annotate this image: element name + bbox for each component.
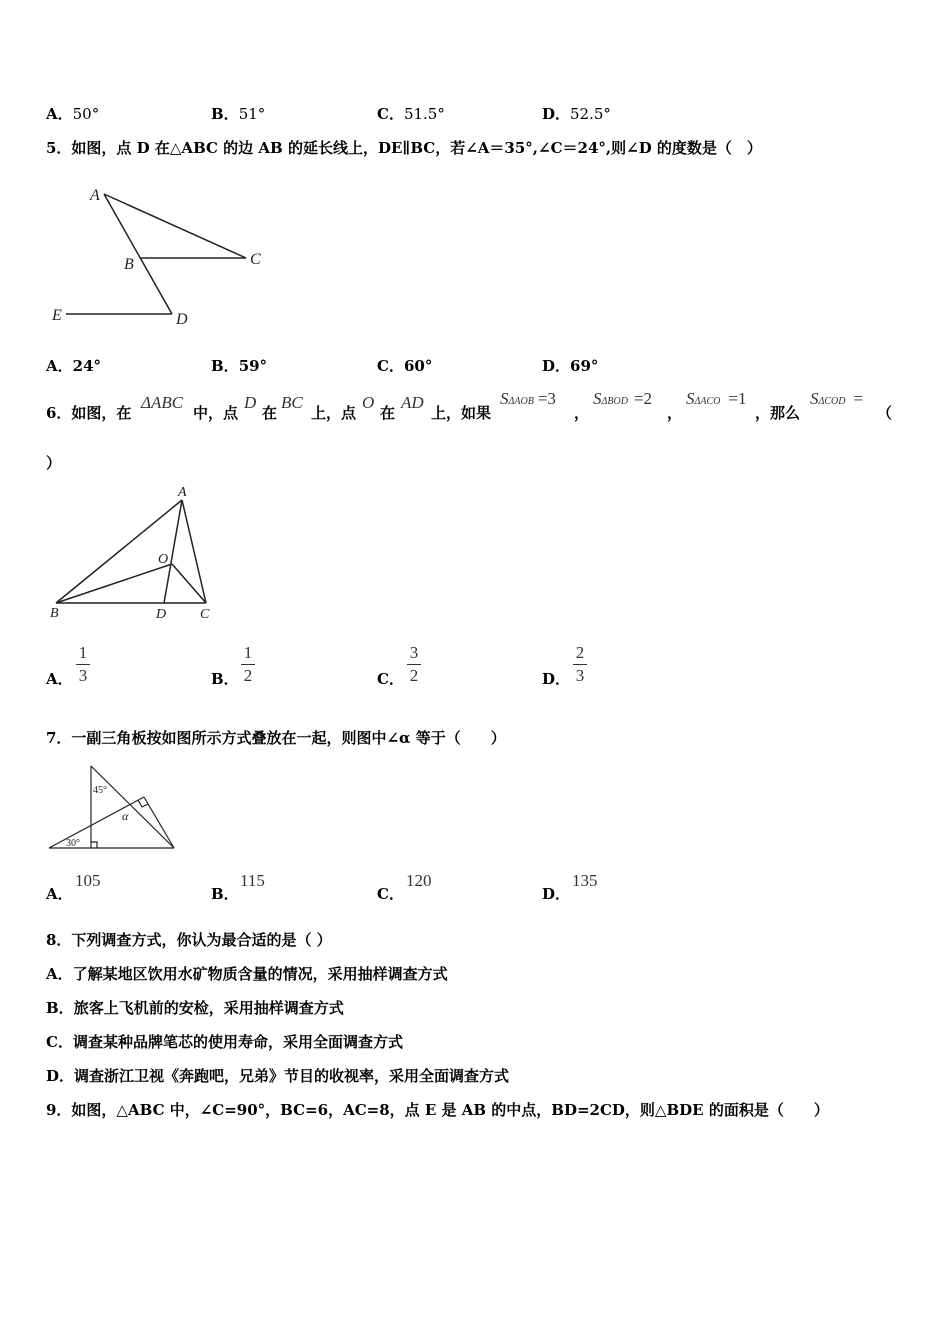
q4-option-c-letter: C． (377, 105, 404, 123)
q4-option-b-value: 51° (238, 105, 266, 123)
q8-option-d: D．调查浙江卫视《奔跑吧，兄弟》节目的收视率，采用全面调查方式 (46, 1067, 510, 1085)
q6-option-c-letter: C． (377, 670, 404, 688)
q8-option-c: C．调查某种品牌笔芯的使用寿命，采用全面调查方式 (46, 1033, 403, 1051)
q8-stem: 8．下列调查方式，你认为最合适的是（ ） (46, 931, 332, 949)
q6-math-point-o: O (362, 393, 375, 412)
q8-option-a: A．了解某地区饮用水矿物质含量的情况，采用抽样调查方式 (46, 965, 448, 983)
q4-option-d-value: 52.5° (570, 105, 611, 123)
q4-option-a-letter: A． (46, 105, 73, 123)
q6-close-paren: ） (46, 454, 62, 472)
q6-text-5: 上，如果 (431, 404, 492, 422)
q6-text-4: 在 (380, 404, 396, 422)
q6-comma-1: ， (574, 404, 590, 422)
q4-option-b-letter: B． (211, 105, 239, 123)
q6-area-bod: SΔBOD =2 (593, 389, 653, 408)
q6-math-triangle-abc: ΔABC (141, 393, 184, 412)
q6-option-a-letter: A． (46, 670, 73, 688)
q6-option-d-letter: D． (542, 670, 571, 688)
q5-option-d-value: 69° (570, 357, 599, 375)
q6-label-d: D (156, 607, 167, 622)
q6-option-c-fraction: 3 2 (407, 643, 421, 686)
q5-label-b: B (124, 256, 134, 273)
q7-option-a-letter: A． (46, 885, 73, 903)
q6-option-a-fraction: 1 3 (76, 643, 90, 686)
q7-option-d-value: 135 (572, 871, 598, 890)
q5-stem: 5．如图，点 D 在△ABC 的边 AB 的延长线上，DE∥BC，若∠A＝35°,∠C＝24°,则∠D 的度数是（ ） (46, 139, 762, 157)
q4-option-d-letter: D． (542, 105, 571, 123)
q6-option-b-fraction: 1 2 (241, 643, 255, 686)
q6-label-a: A (178, 485, 187, 500)
q6-option-b-letter: B． (211, 670, 239, 688)
q9-stem: 9．如图，△ABC 中，∠C=90°，BC=6，AC=8，点 E 是 AB 的中点，BD=2CD，则△BDE 的面积是（ ） (46, 1101, 829, 1119)
q6-number-text: 6．如图，在 (46, 404, 132, 422)
q5-option-c-letter: C． (377, 357, 404, 375)
q4-option-a-value: 50° (72, 105, 100, 123)
q7-angle-30-label: 30° (66, 838, 80, 849)
q5-option-a-value: 24° (72, 357, 102, 375)
q6-math-point-d: D (244, 393, 257, 412)
q5-label-e: E (52, 307, 62, 324)
q7-option-c-value: 120 (406, 871, 432, 890)
q5-option-a-letter: A． (46, 357, 73, 375)
q7-stem: 7．一副三角板按如图所示方式叠放在一起，则图中∠α 等于（ ） (46, 729, 506, 747)
q6-comma-2: ， (667, 404, 683, 422)
q6-text-3: 上，点 (311, 404, 357, 422)
q6-figure (46, 482, 226, 627)
q5-label-c: C (250, 251, 261, 268)
q6-label-c: C (200, 607, 210, 622)
q5-option-b-letter: B． (211, 357, 239, 375)
q6-area-aco: SΔACO =1 (686, 389, 747, 408)
q6-area-cod: SΔCOD = (810, 389, 864, 408)
q7-angle-45-label: 45° (93, 785, 107, 796)
q5-label-a: A (90, 187, 100, 204)
q6-option-d-fraction: 2 3 (573, 643, 587, 686)
q8-option-b: B．旅客上飞机前的安检，采用抽样调查方式 (46, 999, 344, 1017)
q7-option-b-letter: B． (211, 885, 239, 903)
q7-option-c-letter: C． (377, 885, 404, 903)
q5-figure (48, 180, 278, 330)
q5-option-b-value: 59° (238, 357, 268, 375)
q6-label-b: B (50, 606, 59, 621)
q7-option-d-letter: D． (542, 885, 571, 903)
q6-open-paren: （ (877, 404, 893, 422)
q7-alpha-label: α (122, 809, 129, 823)
q7-option-a-value: 105 (75, 871, 101, 890)
q6-area-aob: SΔAOB =3 (500, 389, 556, 408)
q7-figure (46, 762, 181, 854)
q7-option-b-value: 115 (240, 871, 265, 890)
q5-option-d-letter: D． (542, 357, 571, 375)
q5-label-d: D (176, 311, 188, 328)
q5-option-c-value: 60° (403, 357, 433, 375)
q6-text-2: 在 (262, 404, 278, 422)
q4-option-c-value: 51.5° (403, 105, 445, 123)
q6-math-ad: AD (401, 393, 424, 412)
q6-label-o: O (158, 552, 169, 567)
q6-text-1: 中，点 (193, 404, 239, 422)
q6-text-then: ，那么 (755, 404, 801, 422)
q6-math-bc: BC (281, 393, 303, 412)
